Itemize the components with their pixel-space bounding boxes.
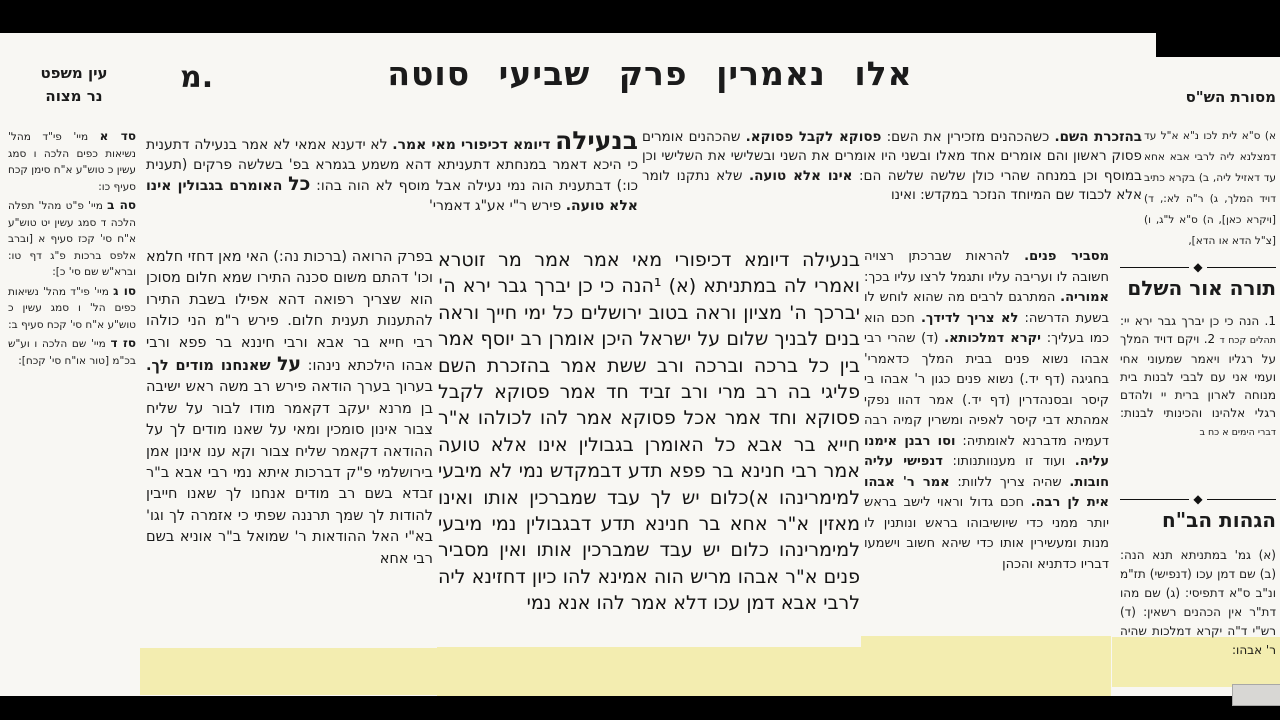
ein-mishpat-column [8,128,136,440]
hagahot-bach-title: הגהות הב"ח [1161,508,1276,532]
rashi-dibur: לא צריך לדידך. [920,310,1019,326]
letterbox-bottom-bar [0,696,1280,720]
tosafot-dibur-word: כל [288,173,311,195]
highlight-overlay-gemara [437,647,861,696]
rashi-text: להראות שברכתן רצויה חשובה לו ועריבה עליו ותגמל לרצו עליו בכך: [864,249,1109,285]
ein-mishpat-header [30,62,118,109]
rashi-dibur: מסביר פנים. [1024,249,1109,264]
rashi-text: חכם הוא כמו בעליך: [864,310,1109,346]
section-divider-ornament [1120,262,1276,272]
tosafot-text: בפרק הרואה (ברכות נה:) האי מאן דחזי חלמא וכו' דהתם משום סכנה התירו שמא חלום מסוכן הוא שצריך רפואה דהא אפילו בשבת התירו להתענות תענית חלום. פירש ר"מ הני כולהו רבי חייא בר אבא ורבי חיננא בר פפא ורבי אבהו הילכתא נינהו: [146,249,433,375]
highlight-overlay-hagahot [1112,637,1280,687]
diamond-icon: ◆ [1193,492,1203,506]
ein-mishpat-entry [8,128,136,195]
tosafot-text: בערוך בערך הודאה פירש רב משה ראש ישיבה בן מרנא יעקב דקאמר מודו לבור על שליח צבור אינון סומכין ומאי על שאנו מודים לך על ההודאה דקאמר שליח צבור וקא ענו אינון אמן בירושלמי פ"ק דברכות איתא נמי רבי אבא ב"ר זבדא בשם רב מודים אנחנו לך שאנו חייבין להודות לך שמך תרננה שפתי כי אזמרה לך וגו' בא"י האל ההודאות ר' שמואל ב"ר אוניא בשם רבי אחא [146,379,433,567]
torah-or-title: תורה אור השלם [1127,276,1276,300]
tosafot-opening-word: בנעילה [555,128,638,155]
tosafot-dibur: האומרם בגבולין אינו אלא טועה. [146,178,638,214]
tosafot-top-block [146,128,638,245]
ein-mishpat-header-line1: עין משפט [40,64,108,82]
rashi-dibur: פסוקא לקבל פסוקא. [745,129,882,145]
rashi-text: חכם גדול וראוי לישב בראש יותר ממני כדי שיושיבוהו בראש ונותנין לו מנות ומעשירין אותו כדי שיהא חשוב וישמעו דבריו כדתניא והכהן [864,495,1109,572]
tosafot-column [146,247,433,696]
video-ui-box [1232,684,1280,706]
rashi-dibur: אינו אלא טועה. [748,167,853,184]
entry-text: מיי' פ"ט מהל' תפלה הלכה ד סמג עשין יט טוש"ע א"ח סי' קכז סעיף א [וברב אלפס ברכות פ"ג דף טו: וברא"ש שם סי' כ]: [8,200,136,278]
tosafot-dibur: שאנחנו מודים לך. [146,358,271,375]
entry-letter: סד א [99,129,136,143]
letterbox-top-bar [0,0,1280,33]
rashi-text: (ד) שהרי רבי אבהו נשוא פנים בבית המלך כדאמרי' בחגיגה (דף יד.) נשוא פנים כגון ר' אבהו בי קיסר ובסנהדרין (דף יד.) אמר דהוו נפקי אמהתא דבי קיסר לאפיה ומשרין קמיה רבה דעמיה מדברנא לאומתיה: [864,331,1109,449]
rashi-dibur: אמר ר' אבהו אית לן רבה. [864,474,1109,510]
entry-text: מיי' פי"ד מהל' נשיאות כפים הל' ו סמג עשין כ טוש"ע א"ח סי' קכח סעיף ב: [8,285,136,331]
torah-or-ref: תהלים קכח ד [1219,335,1276,346]
entry-text: מיי' פי"ד מהל' נשיאות כפים הלכה ו סמג עשין כ טוש"ע א"ח סימן קכח סעיף כו: [8,131,136,193]
rashi-dibur: אמוריה. [1060,290,1109,305]
entry-letter: סז ד [110,336,136,350]
rashi-column [864,247,1109,696]
rashi-top-block [642,128,1142,245]
entry-text: מיי' שם הלכה ו וע"ש בכ"מ [טור או"ח סי' קכח]: [8,338,136,367]
rashi-text: שהיה צריך ללוות: [957,474,1062,490]
hagahot-bach-text: (א) גמ' במתניתא תנא הנה: (ב) שם דמן עכו (דנפישי) תז"מ ונ"ב ס"א דתפיסי: (ג) שם מהו דת"ר אין הכהנים רשאין: (ד) רש"י ד"ה יקרא דמלכות שהיה ר' אבהו: [1120,548,1276,657]
page-title: אלו נאמרין פרק שביעי סוטה [387,54,913,93]
torah-or-text [1120,312,1276,480]
rashi-dibur: יקרא דמלכותא. [944,331,1041,346]
diamond-icon: ◆ [1193,260,1203,274]
tosafot-text: לא ידענא אמאי לא אמר בנעילה דתענית כי היכא דאמר במנחתא דתעניתא דהא משמע בגמרא בפ' בשלשה פרקים (תענית כו:) דבתענית הוה נמי נעילה אבל מוסף לא הוה בהו: [146,137,638,194]
entry-letter: סה ב [107,198,136,212]
rashi-dibur: דנפישי עליה חובות. [864,454,1109,490]
daf-number: מ. [180,60,214,95]
top-right-black-block [1156,0,1280,57]
ein-mishpat-entry [8,197,136,281]
rashi-text: המתרגם לרבים מה שהוא לוחש לו בשעת הדרשה: [864,290,1109,326]
rashi-dibur: וסו רבנן אימנו עליה. [864,433,1109,469]
mesorat-hashas-column: א) ס"א לית לכו נ"א א"ל עד דמצלנא ליה לרבי אבא אחא עד דאזיל ליה, ב) בקרא כתיב דויד המלך, ג) ר"ה לא:, ד) [ויקרא כאן], ה) ס"א ל"ג, ו) [צ"ל הדא או הדא], [1144,130,1276,247]
rashi-dibur: בהזכרת השם. [1054,129,1142,145]
torah-or-verse: 1. הנה כי כן יברך גבר ירא יי: [1120,314,1276,328]
tosafot-text: פירש ר"י אע"ג דאמרי' [428,197,562,214]
rashi-text: שלא נתקנו לומר אלא לכבוד שם המיוחד הנזכר במקדש: ואינו [642,167,1142,203]
ein-mishpat-entry [8,283,136,334]
ein-mishpat-entry [8,335,136,369]
tosafot-dibur-word: על [276,353,302,376]
gemara-column: בנעילה דיומא דכיפורי מאי אמר אמר מר זוטרא ואמרי לה במתניתא (א) ¹הנה כי כן יברך גבר ירא ה' יברכך ה' מציון וראה בטוב ירושלים כל ימי חייך וראה בנים לבניך שלום על ישראל היכן אומרן רב יוסף אמר בין כל ברכה וברכה ורב ששת אמר בהזכרת השם פליגי בה רב מרי ורב זביד חד אמר פסוקא לקבל פסוקא וחד אמר אכל פסוקא אמר להו לכולהו א"ר חייא בר אבא כל האומרן בגבולין אינו אלא טועה אמר רבי חנינא בר פפא תדע דבמקדש נמי לא מיבעי למימרינהו א)כלום יש לך עבד שמברכין אותו ואינו מאזין א"ר אחא בר חנינא תדע דבגבולין נמי מיבעי למימרינהו כלום יש עבד שמברכין אותו ואין מסביר פנים א"ר אבהו מריש הוה אמינא להו כיון דחזינא ליה לרבי אבא דמן עכו דלא אמר להו אנא נמי [438,249,860,615]
ein-mishpat-header-line2: נר מצוה [45,87,103,106]
torah-or-verse: 2. ויקם דויד המלך על רגליו ויאמר שמעוני אחי ועמי אני עם לבבי לבנות בית מנוחה לארון ברית יי ולהדם רגלי אלהינו והכינותי לבנות: [1120,332,1276,420]
tosafot-dibur: דיומא דכיפורי מאי אמר. [392,137,551,153]
rashi-text: שהכהנים אומרים פסוק ראשון והם אומרים אחד מאלו ובשני היו אומרים את השני ובשלישי את השלישי וכן במוסף וכן במנחה שהרי כולן שלשה שלשה הם: [642,129,1142,184]
mesorat-hashas-header: מסורת הש"ס [1185,88,1276,106]
section-divider-ornament [1120,494,1276,504]
highlight-overlay-tosafot [140,648,437,695]
rashi-text: כשהכהנים מזכירין את השם: [886,129,1050,145]
torah-or-ref: דברי הימים א כח ב [1199,427,1276,438]
highlight-overlay-rashi [861,636,1111,696]
entry-letter: סו ג [113,283,136,298]
rashi-text: ועוד זו מענוותנותו: [952,454,1066,469]
